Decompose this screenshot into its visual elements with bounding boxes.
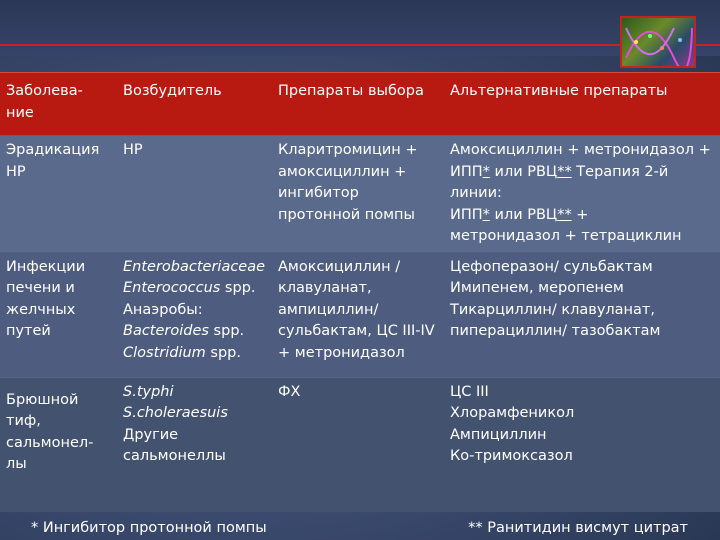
dna-logo-image (620, 16, 696, 68)
pathogen-cell: HP (117, 136, 272, 253)
choice-drugs-cell: Кларитромицин + амоксициллин + ингибитор протонной помпы (272, 136, 444, 253)
alternative-drugs-cell: Цефоперазон/ сульбактам Имипенем, меропенем Тикарциллин/ клавуланат, пиперациллин/ тазобактам (444, 252, 720, 377)
header-choice-drugs: Препараты выбора (272, 73, 444, 136)
antibiotic-table (0, 72, 720, 512)
footnote-rbc: ** Ранитидин висмут цитрат (468, 520, 688, 536)
pathogen-cell: Enterobacteriaceae Enterococcus spp. Анаэробы: Bacteroides spp. Clostridium spp. (117, 252, 272, 377)
header-alternative-drugs: Альтернативные препараты (444, 73, 720, 136)
alternative-drugs-cell: Амоксициллин + метронидазол + ИПП* или РВЦ** Терапия 2-й линии: ИПП* или РВЦ** + метронидазол + тетрациклин (444, 136, 720, 253)
choice-drugs-cell: Амоксициллин / клавуланат, ампициллин/ сульбактам, ЦС III-IV + метронидазол (272, 252, 444, 377)
pathogen-cell: S.typhi S.choleraesuis Другие сальмонеллы (117, 377, 272, 512)
header-disease: Заболева- ние (0, 73, 117, 136)
disease-cell: Инфекции печени и желчных путей (0, 252, 117, 377)
accent-divider (0, 44, 720, 46)
footnote-ppi: * Ингибитор протонной помпы (31, 520, 267, 536)
header-pathogen: Возбудитель (117, 73, 272, 136)
title-band (0, 0, 720, 56)
disease-cell: Брюшной тиф, сальмонел- лы (0, 377, 117, 512)
table-row (0, 377, 720, 512)
table-row (0, 136, 720, 253)
alternative-drugs-cell: ЦС III Хлорамфеникол Ампициллин Ко-тримоксазол (444, 377, 720, 512)
table-header-row (0, 73, 720, 136)
choice-drugs-cell: ФХ (272, 377, 444, 512)
table-row (0, 252, 720, 377)
disease-cell: Эрадикация HP (0, 136, 117, 253)
